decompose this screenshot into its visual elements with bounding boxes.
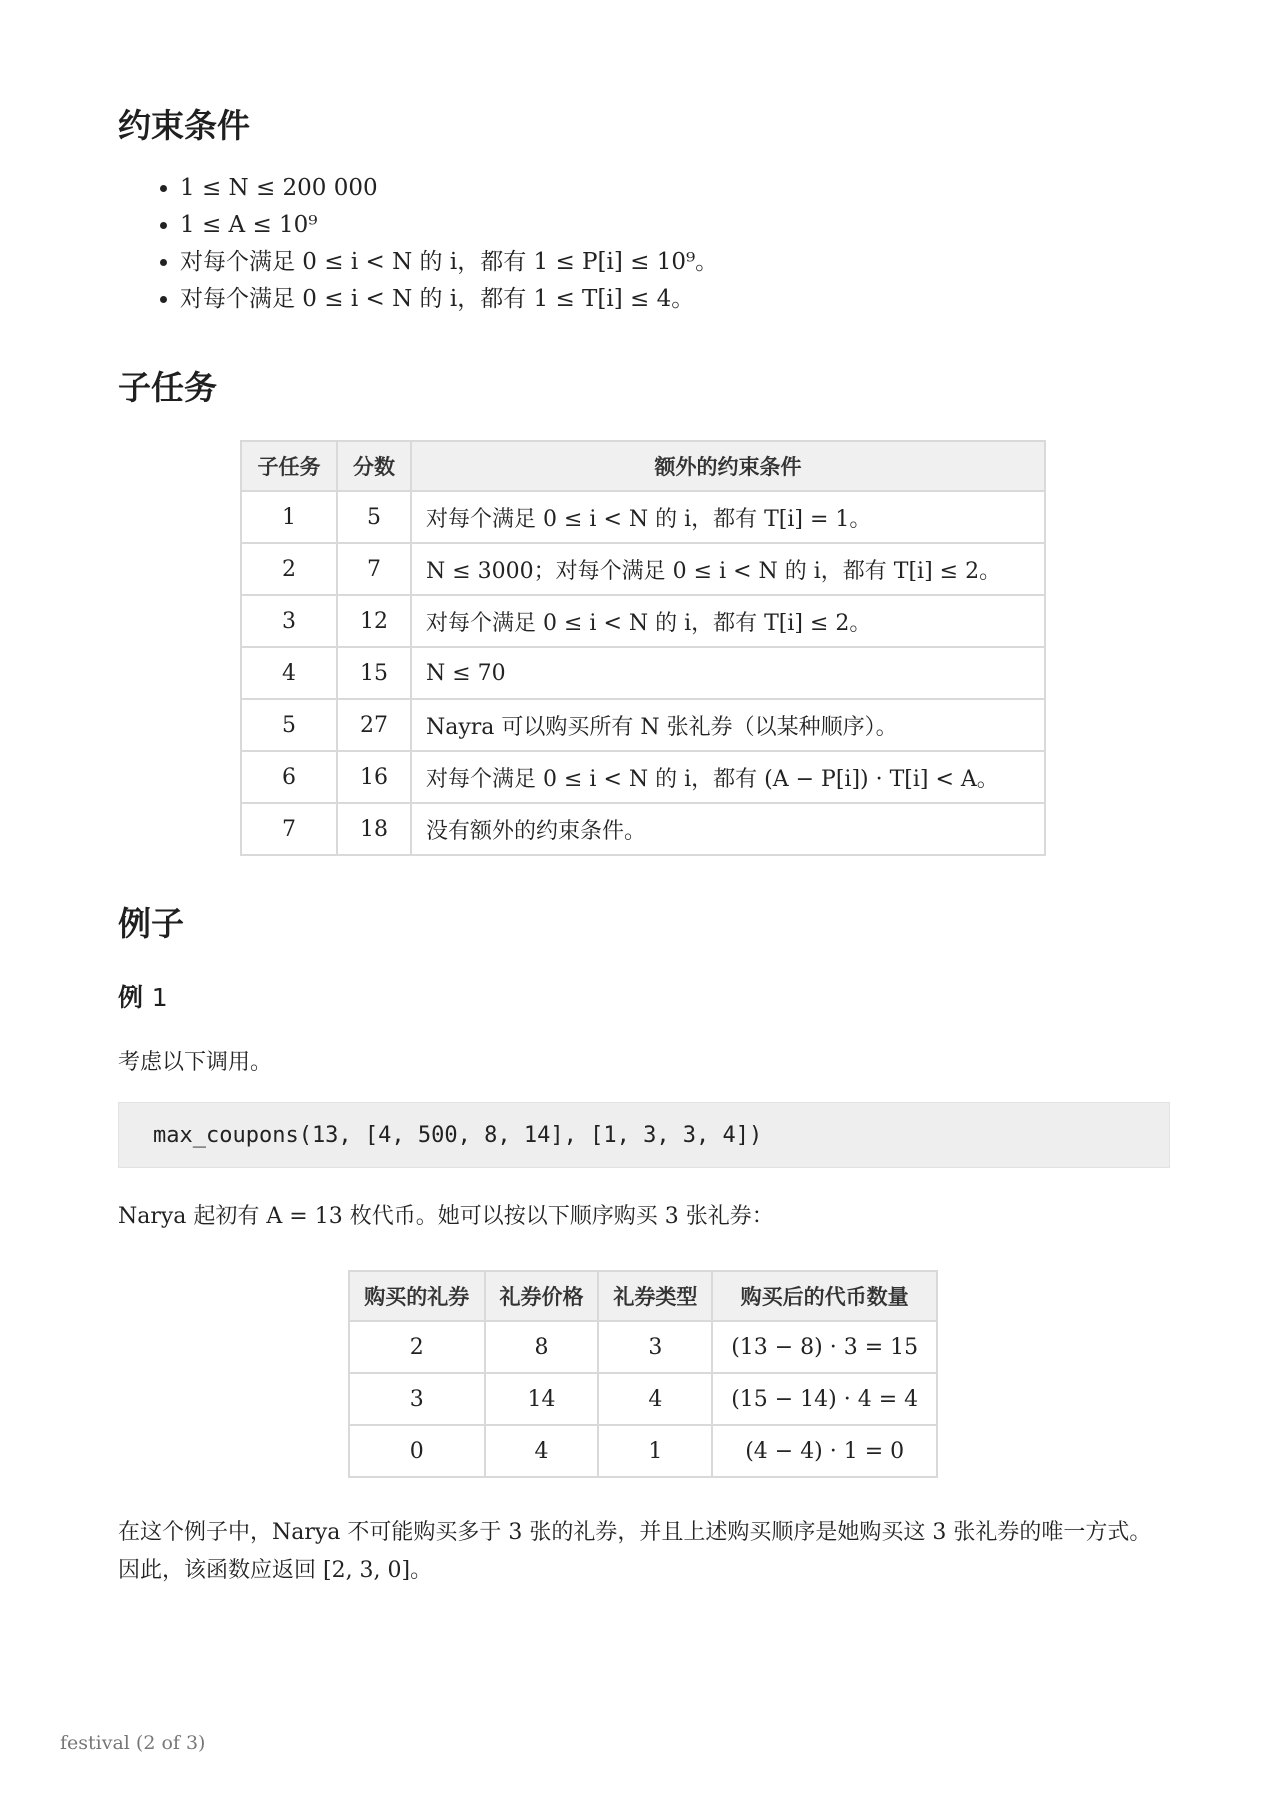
subtask-id: 4 xyxy=(241,647,337,699)
heading-constraints: 约束条件 xyxy=(118,106,250,145)
subtask-constraint: 没有额外的约束条件。 xyxy=(411,803,1045,855)
table-header-row xyxy=(241,441,1045,491)
heading-examples: 例子 xyxy=(118,904,184,943)
coupon-cell: 3 xyxy=(349,1373,485,1425)
constraints-list xyxy=(150,170,718,318)
subtask-constraint: N ≤ 3000；对每个满足 0 ≤ i < N 的 i，都有 T[i] ≤ 2。 xyxy=(411,543,1045,595)
column-header: 礼券类型 xyxy=(598,1271,712,1321)
column-header: 分数 xyxy=(337,441,411,491)
table-row xyxy=(349,1425,937,1477)
subtask-constraint: 对每个满足 0 ≤ i < N 的 i，都有 T[i] = 1。 xyxy=(411,491,1045,543)
column-header: 额外的约束条件 xyxy=(411,441,1045,491)
subtask-id: 1 xyxy=(241,491,337,543)
table-row xyxy=(241,751,1045,803)
example-number: 1 xyxy=(151,983,168,1012)
type-cell: 3 xyxy=(598,1321,712,1373)
purchase-table xyxy=(348,1270,938,1478)
constraint-item: • 对每个满足 0 ≤ i < N 的 i，都有 1 ≤ T[i] ≤ 4。 xyxy=(180,281,718,318)
table-row xyxy=(349,1321,937,1373)
type-cell: 1 xyxy=(598,1425,712,1477)
constraint-item: • 1 ≤ N ≤ 200 000 xyxy=(180,170,718,207)
subtask-id: 5 xyxy=(241,699,337,751)
constraint-item: • 1 ≤ A ≤ 10⁹ xyxy=(180,207,718,244)
example-intro: 考虑以下调用。 xyxy=(118,1050,273,1075)
constraint-item: • 对每个满足 0 ≤ i < N 的 i，都有 1 ≤ P[i] ≤ 10⁹。 xyxy=(180,244,718,281)
example-label: 例 xyxy=(118,983,144,1012)
tokens-cell: (13 − 8) · 3 = 15 xyxy=(712,1321,937,1373)
table-header-row xyxy=(349,1271,937,1321)
table-row xyxy=(241,803,1045,855)
type-cell: 4 xyxy=(598,1373,712,1425)
code-block: max_coupons(13, [4, 500, 8, 14], [1, 3, 3, 4]) xyxy=(118,1102,1170,1168)
subtask-id: 3 xyxy=(241,595,337,647)
subtask-id: 2 xyxy=(241,543,337,595)
tokens-cell: (4 − 4) · 1 = 0 xyxy=(712,1425,937,1477)
subtask-score: 27 xyxy=(337,699,411,751)
heading-example-1 xyxy=(118,978,168,1014)
subtask-id: 6 xyxy=(241,751,337,803)
heading-subtasks: 子任务 xyxy=(118,368,217,407)
table-row xyxy=(241,595,1045,647)
subtask-score: 12 xyxy=(337,595,411,647)
page-footer: festival (2 of 3) xyxy=(60,1732,206,1754)
subtask-score: 5 xyxy=(337,491,411,543)
subtask-constraint: N ≤ 70 xyxy=(411,647,1045,699)
subtask-score: 15 xyxy=(337,647,411,699)
table-row xyxy=(241,543,1045,595)
subtask-constraint: 对每个满足 0 ≤ i < N 的 i，都有 T[i] ≤ 2。 xyxy=(411,595,1045,647)
subtask-score: 7 xyxy=(337,543,411,595)
coupon-cell: 2 xyxy=(349,1321,485,1373)
column-header: 购买后的代币数量 xyxy=(712,1271,937,1321)
coupon-cell: 0 xyxy=(349,1425,485,1477)
price-cell: 14 xyxy=(485,1373,599,1425)
table-row xyxy=(241,491,1045,543)
price-cell: 4 xyxy=(485,1425,599,1477)
subtasks-table xyxy=(240,440,1046,856)
price-cell: 8 xyxy=(485,1321,599,1373)
column-header: 礼券价格 xyxy=(485,1271,599,1321)
example-conclusion: 在这个例子中，Narya 不可能购买多于 3 张的礼券，并且上述购买顺序是她购买这 3 张礼券的唯一方式。因此，该函数应返回 [2, 3, 0]。 xyxy=(118,1520,1152,1583)
column-header: 子任务 xyxy=(241,441,337,491)
subtask-constraint: Nayra 可以购买所有 N 张礼券（以某种顺序）。 xyxy=(411,699,1045,751)
table-row xyxy=(241,647,1045,699)
column-header: 购买的礼券 xyxy=(349,1271,485,1321)
tokens-cell: (15 − 14) · 4 = 4 xyxy=(712,1373,937,1425)
subtask-score: 16 xyxy=(337,751,411,803)
subtask-constraint: 对每个满足 0 ≤ i < N 的 i，都有 (A − P[i]) · T[i] < A。 xyxy=(411,751,1045,803)
table-row xyxy=(349,1373,937,1425)
subtask-id: 7 xyxy=(241,803,337,855)
example-description: Narya 起初有 A = 13 枚代币。她可以按以下顺序购买 3 张礼券： xyxy=(118,1204,774,1229)
table-row xyxy=(241,699,1045,751)
subtask-score: 18 xyxy=(337,803,411,855)
